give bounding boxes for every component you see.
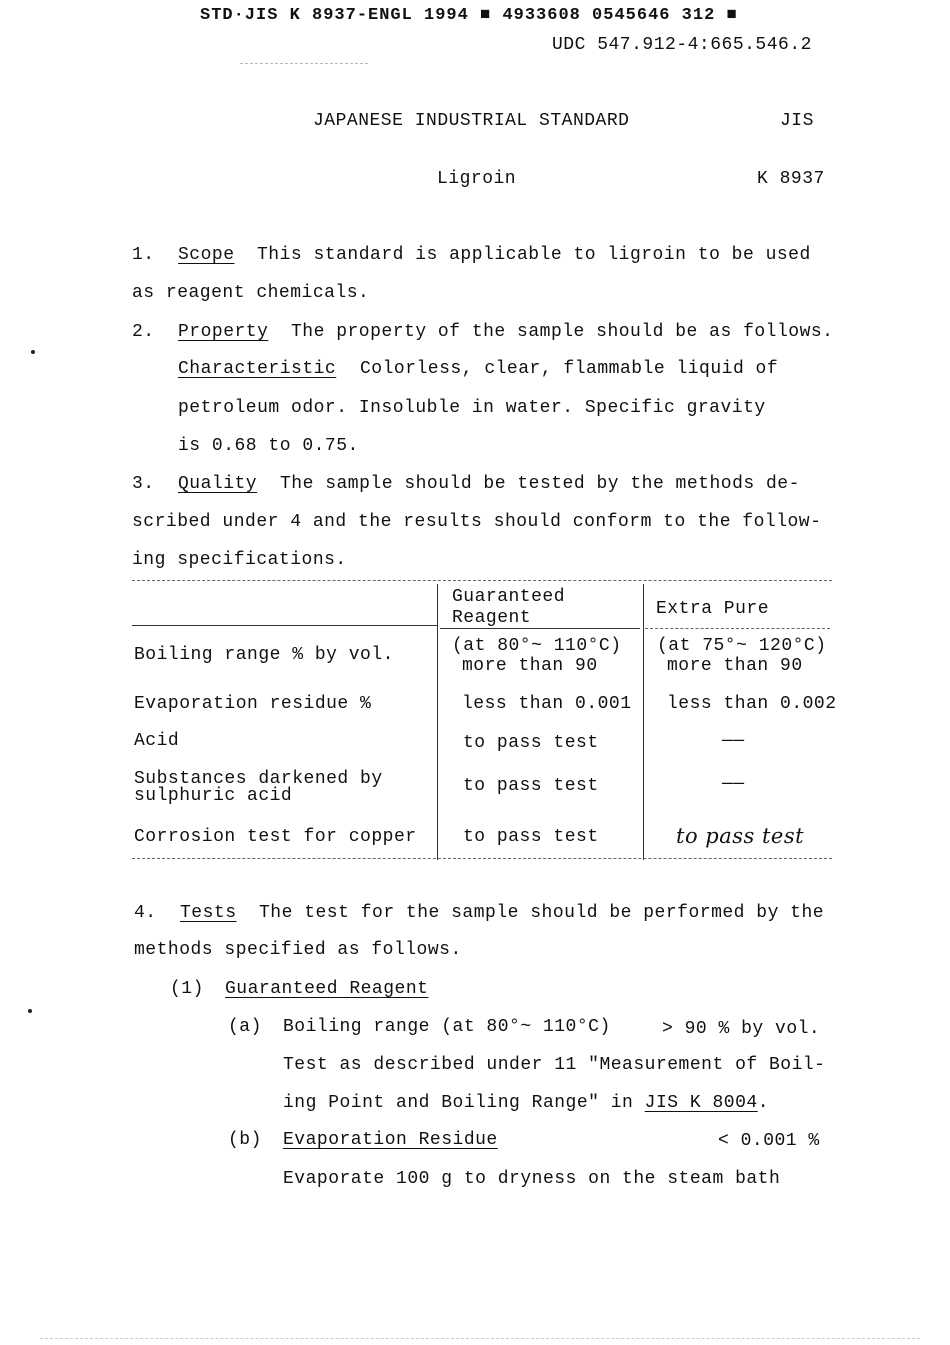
section-3-heading: Quality (178, 474, 258, 494)
row-label-evaporation: Evaporation residue % (134, 694, 372, 714)
cell-boiling-ep-temp: (at 75°~ 120°C) (657, 636, 827, 656)
scan-mark (31, 350, 35, 354)
cell-acid-gr: to pass test (463, 733, 599, 753)
item-a-text-2 (283, 1093, 769, 1113)
table-column-divider-2 (643, 584, 644, 860)
cell-corrosion-gr: to pass test (463, 827, 599, 847)
row-label-acid: Acid (134, 731, 180, 751)
characteristic-text-2: petroleum odor. Insoluble in water. Specific gravity (178, 398, 766, 418)
scan-mark-2 (28, 1009, 32, 1013)
item-a-text: Test as described under 11 "Measurement of Boil- (283, 1055, 826, 1075)
section-3-text: The sample should be tested by the methods de- (280, 474, 800, 494)
row-label-substances-2: sulphuric acid (134, 786, 293, 806)
section-3-text-3: ing specifications. (132, 550, 347, 570)
cell-substances-ep: —— (722, 774, 745, 794)
section-4-number: 4. (134, 903, 157, 923)
section-2-text: The property of the sample should be as follows. (291, 322, 834, 342)
item-a-text-2-post: . (757, 1093, 770, 1113)
table-header-rule-2 (440, 628, 640, 629)
page-title: Ligroin (437, 169, 517, 189)
table-bottom-rule (132, 858, 832, 859)
document-id: STD·JIS K 8937-ENGL 1994 ■ 4933608 0545646 312 ■ (200, 6, 738, 25)
item-a-text-2-pre: ing Point and Boiling Range" in (283, 1093, 634, 1113)
item-b-title: Evaporation Residue (283, 1130, 498, 1150)
cell-evaporation-ep: less than 0.002 (667, 694, 837, 714)
row-label-boiling: Boiling range % by vol. (134, 645, 394, 665)
subsection-1-heading: Guaranteed Reagent (225, 979, 429, 999)
item-b-number: (b) (228, 1130, 262, 1150)
standard-name: JAPANESE INDUSTRIAL STANDARD (313, 111, 630, 131)
item-a-value: > 90 % by vol. (662, 1019, 821, 1039)
standard-number: K 8937 (757, 169, 825, 189)
cell-corrosion-ep-handwritten: to pass test (676, 824, 805, 848)
section-4-heading: Tests (180, 903, 237, 923)
section-1-text: This standard is applicable to ligroin to be used (257, 245, 811, 265)
characteristic-heading: Characteristic (178, 359, 337, 379)
item-b-value: < 0.001 % (718, 1131, 820, 1151)
item-a-title: Boiling range (at 80°~ 110°C) (283, 1017, 611, 1037)
section-4-text-2: methods specified as follows. (134, 940, 462, 960)
cell-acid-ep: —— (722, 731, 745, 751)
section-1-heading: Scope (178, 245, 235, 265)
section-3-text-2: scribed under 4 and the results should conform to the follow- (132, 512, 822, 532)
cell-boiling-gr-temp: (at 80°~ 110°C) (452, 636, 622, 656)
scan-mark-3 (240, 63, 368, 64)
table-header-rule-3 (645, 628, 830, 629)
item-a-number: (a) (228, 1017, 262, 1037)
cell-boiling-ep-value: more than 90 (667, 656, 803, 676)
column-header-reagent: Reagent (452, 608, 532, 628)
table-column-divider (437, 584, 438, 860)
characteristic-text: Colorless, clear, flammable liquid of (360, 359, 779, 379)
row-label-corrosion: Corrosion test for copper (134, 827, 417, 847)
table-top-rule (132, 580, 832, 581)
column-header-guaranteed: Guaranteed (452, 587, 566, 607)
section-1-number: 1. (132, 245, 155, 265)
row-label-substances: Substances darkened by (134, 769, 383, 789)
column-header-extra-pure: Extra Pure (656, 599, 770, 619)
item-b-text: Evaporate 100 g to dryness on the steam bath (283, 1169, 781, 1189)
cell-boiling-gr-value: more than 90 (462, 656, 598, 676)
section-2-heading: Property (178, 322, 269, 342)
characteristic-text-3: is 0.68 to 0.75. (178, 436, 359, 456)
jis-label: JIS (780, 111, 814, 131)
section-2-number: 2. (132, 322, 155, 342)
jis-k-8004-reference: JIS K 8004 (644, 1093, 758, 1113)
cell-substances-gr: to pass test (463, 776, 599, 796)
section-3-number: 3. (132, 474, 155, 494)
scan-mark-4 (40, 1338, 920, 1339)
section-4-text: The test for the sample should be performed by the (259, 903, 825, 923)
cell-evaporation-gr: less than 0.001 (462, 694, 632, 714)
table-header-rule (132, 625, 437, 626)
subsection-1-number: (1) (170, 979, 204, 999)
section-1-text-cont: as reagent chemicals. (132, 283, 370, 303)
udc-code: UDC 547.912-4:665.546.2 (552, 35, 812, 55)
